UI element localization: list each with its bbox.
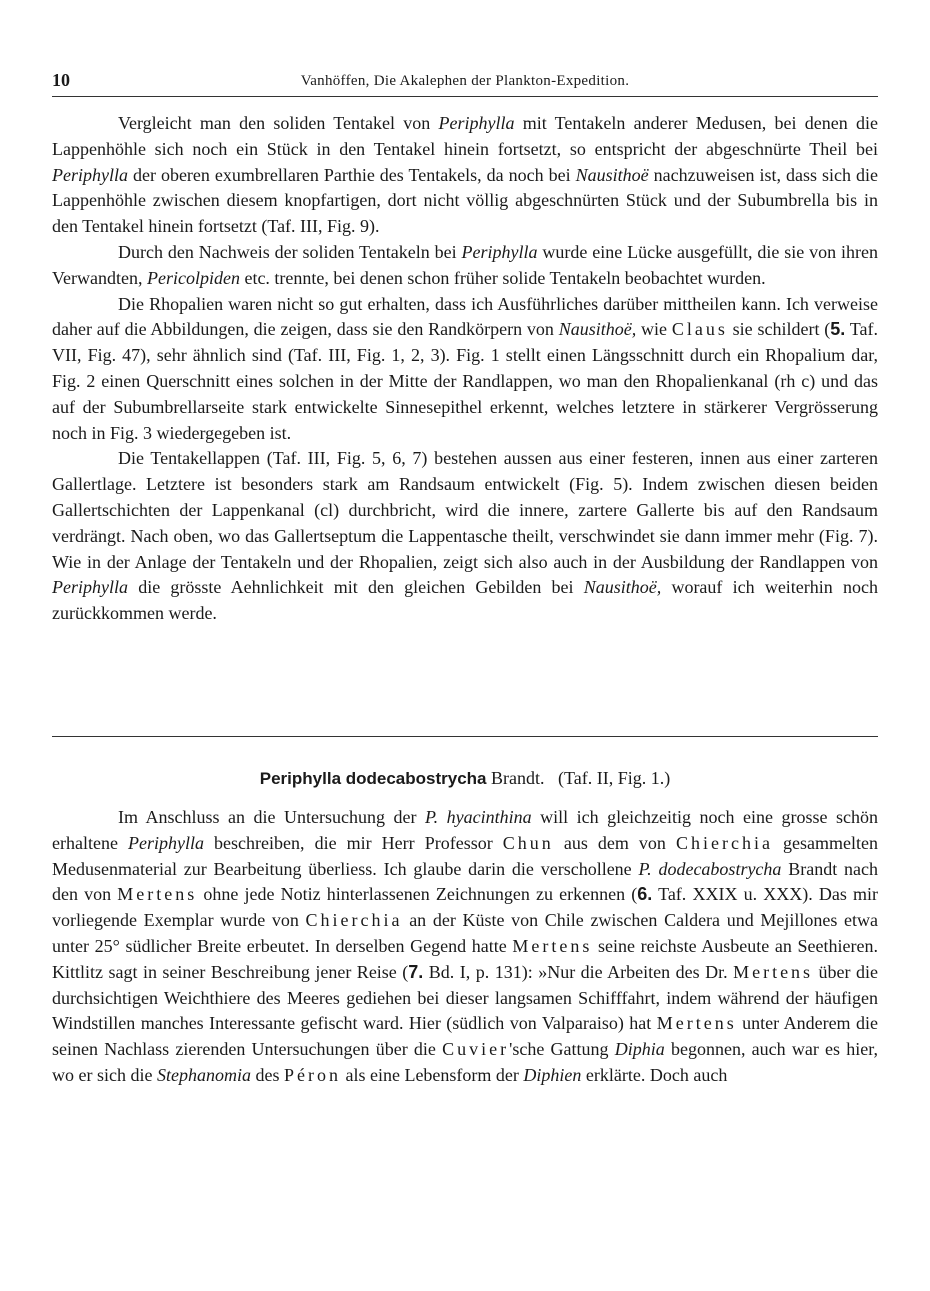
author-name: Claus (671, 319, 728, 340)
text-run: will ich gleichzeitig noch eine grosse schön erhaltene (52, 807, 878, 853)
text-run: Vergleicht man den soliden Tentakel von (118, 113, 439, 133)
author-name: Péron (283, 1064, 341, 1085)
italic-term: P. dodecabostrycha (638, 858, 782, 879)
text-run: worauf ich weiterhin noch zurückkommen werde. (52, 577, 878, 624)
italic-term: Diphia (614, 1039, 665, 1060)
text-run: aus dem von (553, 832, 676, 853)
italic-term: Diphien (523, 1064, 582, 1085)
italic-term: P. hyacinthina (424, 807, 532, 827)
text-run: wie (636, 319, 672, 340)
author-name: Chun (502, 832, 554, 853)
paragraph (52, 292, 878, 447)
text-run: Brandt nach den von (52, 858, 879, 905)
text-run: 'sche Gattung (509, 1039, 615, 1060)
species-name: Periphylla dodecabostrycha (259, 769, 487, 788)
literature-ref: 7. (408, 961, 424, 982)
author-name: Chierchia (676, 832, 773, 853)
text-run: Taf. XXIX u. XXX). Das mir vorliegende Exemplar wurde von (52, 884, 878, 931)
section-one (52, 111, 878, 627)
text-run: über die durchsichtigen Weichthiere des Meeres gediehen bei dieser langsamen Schifffahrt, indem während der häufigen Windstillen manches Interessante gefischt ward. Hier (südlich von Valparaiso) hat (52, 961, 879, 1034)
text-run: Im Anschluss an die Untersuchung der (118, 807, 425, 827)
italic-term: Periphylla (438, 113, 515, 133)
paragraph (52, 240, 878, 292)
plate-reference: (Taf. II, Fig. 1.) (558, 768, 671, 788)
text-run: ohne jede Notiz hinterlassenen Zeichnungen zu erkennen ( (197, 884, 638, 905)
page-number: 10 (52, 70, 70, 90)
running-head: Vanhöffen, Die Akalephen der Plankton-Expedition. (300, 73, 630, 89)
italic-term: Periphylla (128, 832, 204, 853)
author-name: Mertens (733, 961, 814, 982)
text-run: des (250, 1064, 284, 1085)
text-run: die grösste Aehnlichkeit mit den gleichen Gebilden bei (127, 577, 584, 598)
text-run: begonnen, auch war es hier, wo er sich die (52, 1039, 879, 1085)
author-name: Mertens (117, 884, 198, 905)
text-run: unter Anderem die seinen Nachlass zierenden Untersuchungen über die (52, 1013, 878, 1060)
header-rule (52, 96, 878, 97)
text-run: sie schildert ( (727, 319, 831, 340)
italic-term: Stephanomia (156, 1064, 251, 1085)
author-name: Cuvier (442, 1039, 510, 1060)
paragraph (52, 111, 878, 240)
text-run: seine reichste Ausbeute an Seethieren. Kittlitz sagt in seiner Beschreibung jener Reise ( (52, 935, 878, 982)
author-name: Mertens (512, 935, 593, 956)
italic-term: Periphylla (52, 577, 128, 598)
text-run: Durch den Nachweis der soliden Tentakeln bei (118, 241, 462, 262)
text-run: der oberen exumbrellaren Parthie des Tentakels, da noch bei (127, 164, 576, 185)
section-divider (52, 736, 878, 737)
text-run: Die Tentakellappen (Taf. III, Fig. 5, 6, 7) bestehen aussen aus einer festeren, innen aus einer zarteren Gallertlage. Letztere ist besonders stark am Randsaum entwickelt (Fig. 5). Indem zwischen diesen beiden Gallertschichten der Lappenkanal (cl) durchbricht, wird die innere, zartere Gallerte bis auf den Randsaum verdrängt. Nach oben, wo das Gallertseptum die Lappentasche theilt, verschwindet sie dann immer mehr (Fig. 7). Wie in der Anlage der Tentakeln und der Rhopalien, zeigt sich also auch in der Ausbildung der Randlappen von (52, 448, 878, 572)
text-run: mit Tentakeln anderer Medusen, bei denen die Lappenhöhle sich noch ein Stück in den Tentakel hinein fortsetzt, so entspricht der abgeschnürte Theil bei (52, 113, 878, 159)
text-run: beschreiben, die mir Herr Professor (204, 832, 503, 853)
text-run: Die Rhopalien waren nicht so gut erhalten, dass ich Ausführliches darüber mittheilen kann. Ich verweise daher auf die Abbildungen, die zeigen, dass sie den Randkörpern von (52, 293, 878, 340)
italic-term: Nausithoë (575, 164, 649, 185)
species-author: Brandt. (491, 768, 545, 788)
author-name: Chierchia (305, 910, 403, 931)
author-name: Mertens (656, 1013, 737, 1034)
text-run: an der Küste von Chile zwischen Caldera und Mejillones etwa unter 25° südlicher Breite erbeutet. In derselben Gegend hatte (52, 910, 878, 956)
literature-ref: 5. (830, 319, 846, 340)
italic-term: Nausithoë, (583, 577, 662, 598)
text-run: wurde eine Lücke ausgefüllt, die sie von ihren Verwandten, (52, 241, 878, 288)
paragraph (52, 446, 878, 627)
italic-term: Pericolpiden (146, 267, 240, 288)
text-run: etc. trennte, bei denen schon früher solide Tentakeln beobachtet wurden. (239, 267, 766, 288)
text-run: Taf. VII, Fig. 47), sehr ähnlich sind (Taf. III, Fig. 1, 2, 3). Fig. 1 stellt einen Längsschnitt durch ein Rhopalium dar, Fig. 2 einen Querschnitt eines solchen in der Mitte der Randlappen, wo man den Rhopalienkanal (rh c) und das auf der Subumbrellarseite stark entwickelte Sinnesepithel erkennt, welches letztere in stärkerer Vergrösserung noch in Fig. 3 wiedergegeben ist. (52, 319, 878, 443)
text-run: Bd. I, p. 131): »Nur die Arbeiten des Dr. (423, 961, 734, 982)
text-run: erklärte. Doch auch (581, 1064, 728, 1085)
italic-term: Periphylla (52, 164, 128, 185)
italic-term: Nausithoë, (558, 319, 637, 340)
section-heading (52, 766, 878, 791)
literature-ref: 6. (637, 884, 653, 905)
italic-term: Periphylla (461, 241, 538, 262)
page-header (52, 70, 878, 96)
section-two (52, 805, 878, 1089)
text-run: gesammelten Medusenmaterial zur Bearbeitung überliess. Ich glaube darin die verschollene (52, 832, 879, 879)
paragraph (52, 805, 878, 1089)
text-run: nachzuweisen ist, dass sich die Lappenhöhle zwischen diesem knopfartigen, dort nicht völlig abgeschnürten Stück und der Subumbrella bis in den Tentakel hinein fortsetzt (Taf. III, Fig. 9). (52, 164, 878, 237)
text-run: als eine Lebensform der (340, 1064, 524, 1085)
